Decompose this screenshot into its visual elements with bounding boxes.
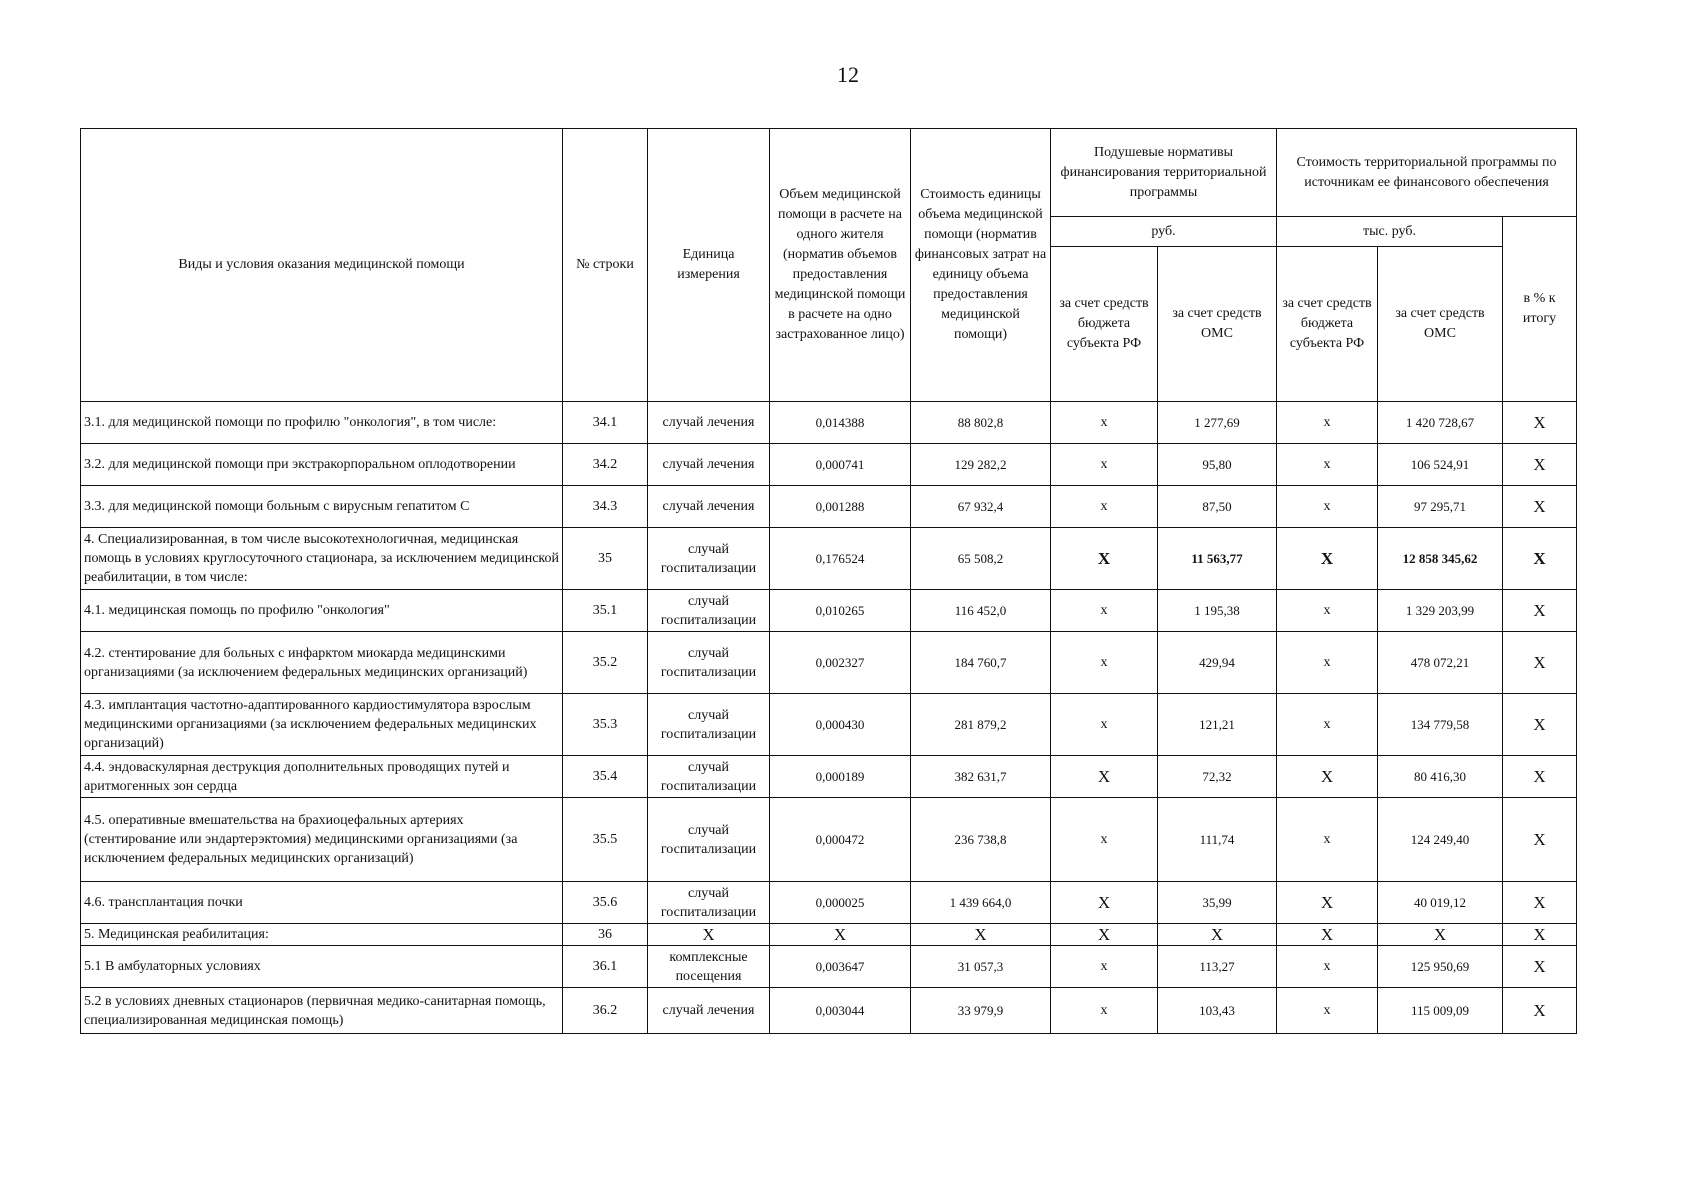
row-volume: 0,000472 <box>770 798 911 882</box>
header-per-capita: Подушевые нормативы финансирования территориальной программы <box>1051 129 1277 217</box>
row-percent: Х <box>1503 632 1577 694</box>
row-unit: комплексные посещения <box>648 946 770 988</box>
row-unit: случай госпитализации <box>648 590 770 632</box>
row-unit-cost: 31 057,3 <box>911 946 1051 988</box>
table-row <box>81 486 1577 528</box>
row-number: 36.2 <box>563 988 648 1034</box>
row-oms-2: 12 858 345,62 <box>1378 528 1503 590</box>
row-budget-rf: Х <box>1051 882 1158 924</box>
row-oms: 1 277,69 <box>1158 402 1277 444</box>
header-unit-cost: Стоимость единицы объема медицинской помощи (норматив финансовых затрат на единицу объема предоставления медицинской помощи) <box>911 129 1051 402</box>
row-volume: 0,176524 <box>770 528 911 590</box>
row-percent: Х <box>1503 694 1577 756</box>
row-name: 3.1. для медицинской помощи по профилю "онкология", в том числе: <box>81 402 563 444</box>
row-percent: Х <box>1503 882 1577 924</box>
table-row <box>81 924 1577 946</box>
header-budget-rf: за счет средств бюджета субъекта РФ <box>1051 247 1158 402</box>
table-row <box>81 632 1577 694</box>
row-volume: 0,000025 <box>770 882 911 924</box>
row-unit-cost: 88 802,8 <box>911 402 1051 444</box>
row-oms-2: 1 329 203,99 <box>1378 590 1503 632</box>
row-oms: 35,99 <box>1158 882 1277 924</box>
row-unit: случай лечения <box>648 444 770 486</box>
row-budget-rf: Х <box>1051 528 1158 590</box>
header-oms-2: за счет средств ОМС <box>1378 247 1503 402</box>
row-budget-rf-2: Х <box>1277 528 1378 590</box>
row-name: 4.6. трансплантация почки <box>81 882 563 924</box>
table-row <box>81 694 1577 756</box>
row-number: 35.1 <box>563 590 648 632</box>
row-budget-rf: х <box>1051 444 1158 486</box>
row-budget-rf-2: х <box>1277 444 1378 486</box>
row-budget-rf: х <box>1051 632 1158 694</box>
row-budget-rf: Х <box>1051 924 1158 946</box>
row-name: 4.5. оперативные вмешательства на брахиоцефальных артериях (стентирование или эндартерэктомия) медицинскими организациями (за исключением федеральных медицинских организаций) <box>81 798 563 882</box>
row-budget-rf-2: х <box>1277 486 1378 528</box>
table-row <box>81 946 1577 988</box>
row-budget-rf-2: Х <box>1277 924 1378 946</box>
row-percent: Х <box>1503 756 1577 798</box>
row-percent: Х <box>1503 402 1577 444</box>
row-unit-cost: 129 282,2 <box>911 444 1051 486</box>
row-percent: Х <box>1503 988 1577 1034</box>
row-unit-cost: 65 508,2 <box>911 528 1051 590</box>
row-oms-2: 80 416,30 <box>1378 756 1503 798</box>
row-name: 4.3. имплантация частотно-адаптированного кардиостимулятора взрослым медицинскими организациями (за исключением федеральных медицинских организаций) <box>81 694 563 756</box>
table-row <box>81 444 1577 486</box>
table-row <box>81 756 1577 798</box>
row-name: 5.2 в условиях дневных стационаров (первичная медико-санитарная помощь, специализированная медицинская помощь) <box>81 988 563 1034</box>
row-oms-2: 40 019,12 <box>1378 882 1503 924</box>
row-number: 35.3 <box>563 694 648 756</box>
row-volume: 0,010265 <box>770 590 911 632</box>
row-name: 4. Специализированная, в том числе высокотехнологичная, медицинская помощь в условиях круглосуточного стационара, за исключением медицинской реабилитации, в том числе: <box>81 528 563 590</box>
row-budget-rf-2: х <box>1277 632 1378 694</box>
row-percent: Х <box>1503 486 1577 528</box>
row-oms-2: Х <box>1378 924 1503 946</box>
row-budget-rf: х <box>1051 402 1158 444</box>
row-percent: Х <box>1503 590 1577 632</box>
row-budget-rf: х <box>1051 988 1158 1034</box>
row-unit-cost: 236 738,8 <box>911 798 1051 882</box>
row-unit: случай госпитализации <box>648 882 770 924</box>
row-unit: случай госпитализации <box>648 632 770 694</box>
row-number: 34.2 <box>563 444 648 486</box>
row-percent: Х <box>1503 528 1577 590</box>
row-budget-rf-2: х <box>1277 590 1378 632</box>
row-oms-2: 106 524,91 <box>1378 444 1503 486</box>
row-oms: 111,74 <box>1158 798 1277 882</box>
row-oms-2: 134 779,58 <box>1378 694 1503 756</box>
table-row <box>81 798 1577 882</box>
financing-table <box>80 128 1577 1034</box>
row-oms: 1 195,38 <box>1158 590 1277 632</box>
row-number: 35.2 <box>563 632 648 694</box>
row-oms: 72,32 <box>1158 756 1277 798</box>
row-volume: 0,002327 <box>770 632 911 694</box>
row-oms: 87,50 <box>1158 486 1277 528</box>
header-oms: за счет средств ОМС <box>1158 247 1277 402</box>
row-budget-rf-2: х <box>1277 694 1378 756</box>
header-unit: Единица измерения <box>648 129 770 402</box>
row-oms: Х <box>1158 924 1277 946</box>
row-volume: 0,003044 <box>770 988 911 1034</box>
table-row <box>81 528 1577 590</box>
row-number: 36.1 <box>563 946 648 988</box>
row-number: 34.1 <box>563 402 648 444</box>
row-budget-rf-2: х <box>1277 946 1378 988</box>
row-unit-cost: 1 439 664,0 <box>911 882 1051 924</box>
row-name: 5. Медицинская реабилитация: <box>81 924 563 946</box>
header-budget-rf-2: за счет средств бюджета субъекта РФ <box>1277 247 1378 402</box>
row-percent: Х <box>1503 798 1577 882</box>
row-budget-rf-2: х <box>1277 798 1378 882</box>
row-unit-cost: Х <box>911 924 1051 946</box>
row-oms-2: 124 249,40 <box>1378 798 1503 882</box>
row-number: 36 <box>563 924 648 946</box>
row-number: 34.3 <box>563 486 648 528</box>
header-rub: руб. <box>1051 217 1277 247</box>
header-program-cost: Стоимость территориальной программы по источникам ее финансового обеспечения <box>1277 129 1577 217</box>
row-unit: случай госпитализации <box>648 798 770 882</box>
row-name: 3.3. для медицинской помощи больным с вирусным гепатитом С <box>81 486 563 528</box>
row-volume: 0,014388 <box>770 402 911 444</box>
row-unit: случай госпитализации <box>648 694 770 756</box>
row-unit-cost: 281 879,2 <box>911 694 1051 756</box>
row-percent: Х <box>1503 444 1577 486</box>
row-oms: 103,43 <box>1158 988 1277 1034</box>
row-name: 3.2. для медицинской помощи при экстракорпоральном оплодотворении <box>81 444 563 486</box>
row-name: 4.4. эндоваскулярная деструкция дополнительных проводящих путей и аритмогенных зон сердца <box>81 756 563 798</box>
row-volume: 0,001288 <box>770 486 911 528</box>
row-name: 5.1 В амбулаторных условиях <box>81 946 563 988</box>
row-oms-2: 1 420 728,67 <box>1378 402 1503 444</box>
row-oms-2: 115 009,09 <box>1378 988 1503 1034</box>
row-percent: Х <box>1503 924 1577 946</box>
row-volume: 0,000741 <box>770 444 911 486</box>
row-volume: Х <box>770 924 911 946</box>
row-budget-rf-2: х <box>1277 402 1378 444</box>
page-number: 12 <box>837 62 859 87</box>
row-budget-rf: Х <box>1051 756 1158 798</box>
table-row <box>81 590 1577 632</box>
header-kinds: Виды и условия оказания медицинской помощи <box>81 129 563 402</box>
row-number: 35 <box>563 528 648 590</box>
row-volume: 0,003647 <box>770 946 911 988</box>
row-unit: случай лечения <box>648 988 770 1034</box>
header-volume: Объем медицинской помощи в расчете на одного жителя (норматив объемов предоставления медицинской помощи в расчете на одно застрахованное лицо) <box>770 129 911 402</box>
row-budget-rf: х <box>1051 486 1158 528</box>
row-budget-rf: х <box>1051 798 1158 882</box>
row-oms: 113,27 <box>1158 946 1277 988</box>
table-row <box>81 882 1577 924</box>
row-oms-2: 97 295,71 <box>1378 486 1503 528</box>
row-unit: случай госпитализации <box>648 528 770 590</box>
table-body <box>81 402 1577 1034</box>
row-volume: 0,000430 <box>770 694 911 756</box>
row-unit: Х <box>648 924 770 946</box>
row-number: 35.4 <box>563 756 648 798</box>
row-oms: 95,80 <box>1158 444 1277 486</box>
row-number: 35.5 <box>563 798 648 882</box>
row-budget-rf-2: Х <box>1277 756 1378 798</box>
header-thous-rub: тыс. руб. <box>1277 217 1503 247</box>
row-unit-cost: 382 631,7 <box>911 756 1051 798</box>
row-budget-rf: х <box>1051 590 1158 632</box>
row-oms-2: 478 072,21 <box>1378 632 1503 694</box>
table-row <box>81 402 1577 444</box>
row-oms: 11 563,77 <box>1158 528 1277 590</box>
row-number: 35.6 <box>563 882 648 924</box>
row-unit-cost: 67 932,4 <box>911 486 1051 528</box>
table-row <box>81 988 1577 1034</box>
header-row-no: № строки <box>563 129 648 402</box>
row-unit-cost: 33 979,9 <box>911 988 1051 1034</box>
row-unit: случай госпитализации <box>648 756 770 798</box>
row-name: 4.1. медицинская помощь по профилю "онкология" <box>81 590 563 632</box>
row-unit: случай лечения <box>648 486 770 528</box>
row-percent: Х <box>1503 946 1577 988</box>
row-name: 4.2. стентирование для больных с инфарктом миокарда медицинскими организациями (за исключением федеральных медицинских организаций) <box>81 632 563 694</box>
row-oms: 121,21 <box>1158 694 1277 756</box>
row-budget-rf: х <box>1051 694 1158 756</box>
row-volume: 0,000189 <box>770 756 911 798</box>
row-budget-rf-2: х <box>1277 988 1378 1034</box>
row-budget-rf-2: Х <box>1277 882 1378 924</box>
header-percent: в % к итогу <box>1503 217 1577 402</box>
row-unit-cost: 184 760,7 <box>911 632 1051 694</box>
row-budget-rf: х <box>1051 946 1158 988</box>
row-oms: 429,94 <box>1158 632 1277 694</box>
row-oms-2: 125 950,69 <box>1378 946 1503 988</box>
row-unit-cost: 116 452,0 <box>911 590 1051 632</box>
row-unit: случай лечения <box>648 402 770 444</box>
